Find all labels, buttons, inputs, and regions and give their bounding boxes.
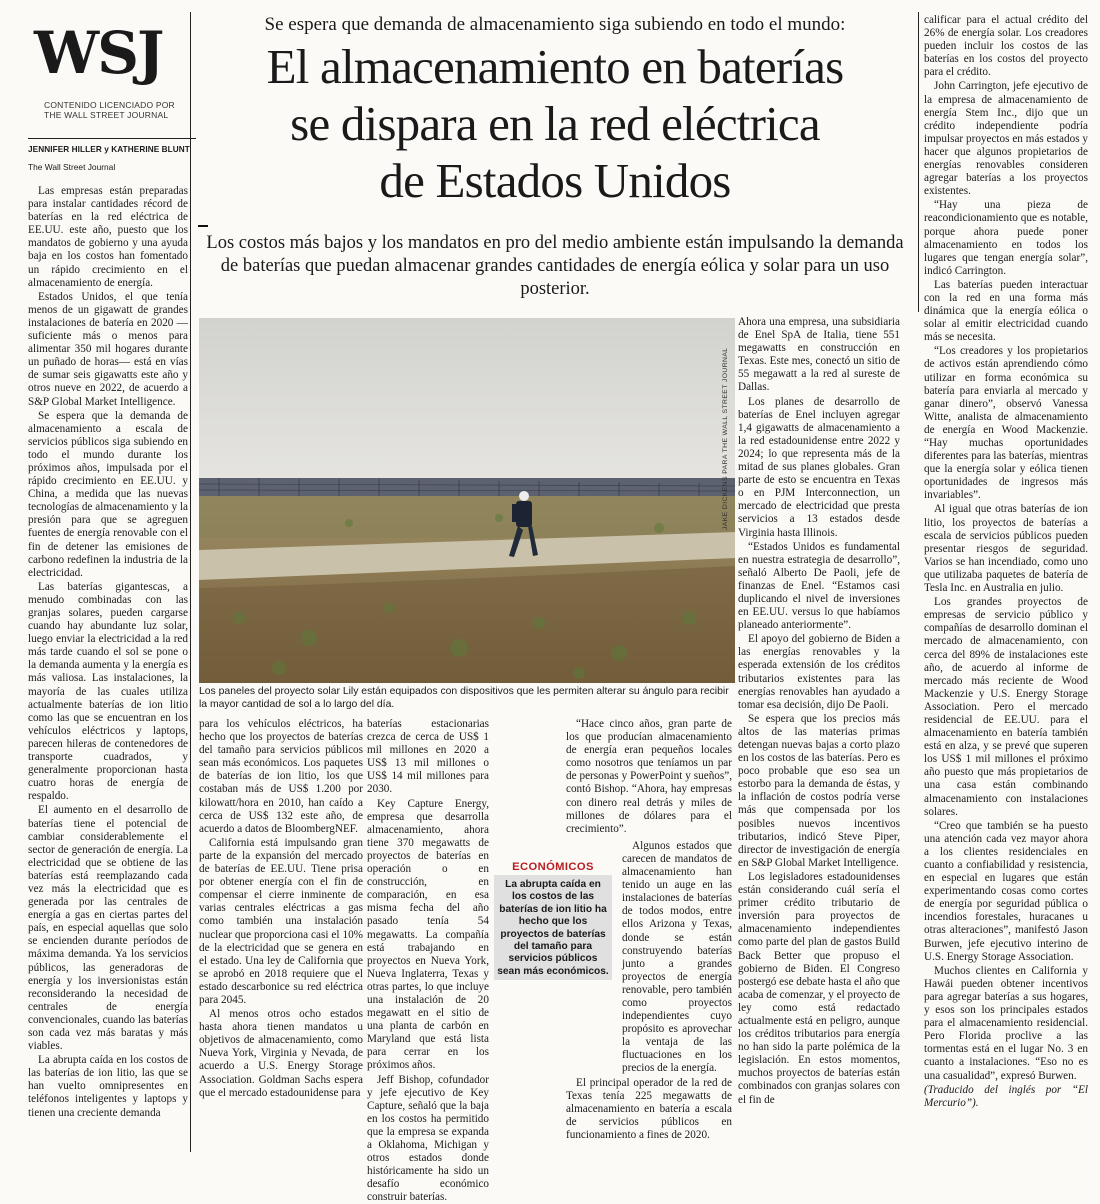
paragraph: “Hay una pieza de reacondicionamiento que es notable, porque ahora puede poner almacenamiento en todos los lugares que tengan energía solar”, indicó Carrington. — [924, 199, 1088, 277]
license-line-1: CONTENIDO LICENCIADO POR — [44, 100, 175, 110]
solar-farm-photo — [199, 318, 735, 683]
headline-line-2: se dispara en la red eléctrica — [290, 96, 820, 151]
section-marker — [198, 225, 208, 227]
byline-outlet: The Wall Street Journal — [28, 162, 116, 172]
paragraph: “Hace cinco años, gran parte de los que producían almacenamiento de energía eran pequeños locales como nosotros que teníamos un par de personas y PowerPoint y sueños”, contó Bishop. “Ahora, hay empresas con dinero real detrás y miles de millones de dólares para el crecimiento”. — [566, 718, 732, 835]
paragraph: Los planes de desarrollo de baterías de Enel incluyen agregar 1,4 gigawatts de almacenamiento a la red estadounidense entre 2022 y 2024; lo que representa más de la mitad de sus planes globales. Gran parte de esto se encuentra en Texas o en PJM Interconnection, un mercado de electricidad que presta servicios a 13 estados desde Virginia hasta Illinois. — [738, 395, 900, 539]
paragraph: John Carrington, jefe ejecutivo de la empresa de almacenamiento de energía Stem Inc., dijo que un crédito independiente podría impulsar proyectos en más estados y hacer que algunos propietarios de energías renovables consideren agregar baterías a los proyectos existentes. — [924, 80, 1088, 198]
body-column-3 — [367, 718, 489, 1204]
paragraph: Jeff Bishop, cofundador y jefe ejecutivo de Key Capture, señaló que la baja en los costos ha permitido que la empresa se expanda a Oklahoma, Michigan y otros estados donde históricamente ha sido un desafío económico construir baterías. — [367, 1073, 489, 1204]
body-column-6 — [924, 14, 1088, 1154]
paragraph: Las baterías pueden interactuar con la red en una forma más dinámica que la energía eólica o solar al emitir electricidad cuando más se necesita. — [924, 278, 1088, 344]
paragraph: calificar para el actual crédito del 26% de energía solar. Los creadores pueden incluir los costos de las baterías en los costos del proyecto para el crédito. — [924, 14, 1088, 79]
paragraph: La abrupta caída en los costos de las baterías de ion litio, las que se han vuelto omnipresentes en teléfonos inteligentes y laptops y tienen una creciente demanda — [28, 1054, 188, 1119]
paragraph: Las baterías gigantescas, a menudo combinadas con las granjas solares, pueden cargarse cuando hay abundante luz solar, luego enviar la electricidad a la red más tarde cuando el sol se pone o la demanda aumenta y la energía es más valiosa. Las instalaciones, la mayoría de las cuales utiliza actualmente baterías de ion litio como las que se encuentran en los vehículos eléctricos y laptops, parecen hileras de contenedores de transporte cuadrados, y generalmente proporcionan hasta cuatro horas de energía de respaldo. — [28, 580, 188, 803]
paragraph: El aumento en el desarrollo de baterías tiene el potencial de cambiar considerablemente el sector de generación de energía. La electricidad que se obtiene de las baterías está reemplazando cada vez más la electricidad que es generada por las centrales de energía a gas en ciertas partes del país, en especial aquellas que solo se encienden durante períodos de máxima demanda. Ya los servicios públicos, las generadoras de energía y los inversionistas están reconsiderando la necesidad de centrales de energía convencionales, cuando las baterías son cada vez más baratas y más viables. — [28, 804, 188, 1053]
paragraph: “Los creadores y los propietarios de activos están aprendiendo cómo utilizar en forma económica su batería para enviarla al mercado y ganar dinero”, observó Vanessa Witte, analista de almacenamiento de energía en Wood Mackenzie. “Hay muchas oportunidades diferentes para las baterías, mientras que la energía solar y eólica tienen oportunidades de ingresos más invariables”. — [924, 345, 1088, 502]
paragraph: Ahora una empresa, una subsidiaria de Enel SpA de Italia, tiene 551 megawatts en construcción en Texas. Este mes, conectó un sitio de 55 megawatt a la red al sureste de Dallas. — [738, 316, 900, 394]
license-line-2: THE WALL STREET JOURNAL — [44, 110, 169, 120]
license-note — [44, 100, 194, 120]
column-rule-left — [190, 12, 191, 1152]
headline-line-3: de Estados Unidos — [379, 153, 731, 208]
body-column-5 — [738, 316, 900, 1153]
translation-note: (Traducido del inglés por “El Mercurio”). — [924, 1083, 1088, 1109]
paragraph: “Creo que también se ha puesto una atención cada vez mayor ahora a los clientes residenciales en cuanto a confiabilidad y resistencia, en especial en lugares que están experimentando cosas como cortes de energía por seguridad pública o incendios forestales, huracanes u otras alteraciones”, manifestó Jason Burwen, jefe ejecutivo interino de U.S. Energy Storage Association. — [924, 819, 1088, 963]
body-column-2 — [199, 718, 363, 1153]
paragraph: Los grandes proyectos de empresas de servicio público y compañías de desarrollo dominan el mercado de almacenamiento, con cerca del 89% de instalaciones este año, de acuerdo al informe de mercado más reciente de Wood Mackenzie y U.S. Energy Storage Association. Pero el mercado residencial de EE.UU. para el almacenamiento en batería también está en alza, y se prevé que superen los US$ 1 mil millones el próximo año puesto que más propietarios de una casa están combinando almacenamiento con instalaciones solares. — [924, 596, 1088, 818]
paragraph: Al menos otros ocho estados hasta ahora tienen mandatos u objetivos de almacenamiento, como Nueva York, Virginia y Nevada, de acuerdo a U.S. Energy Storage Association. Goldman Sachs espera que el mercado estadounidense para — [199, 1008, 363, 1099]
paragraph: Key Capture Energy, empresa que desarrolla almacenamiento, ahora tiene 370 megawatts de proyectos de baterías en operación o en construcción, en comparación, en esa misma fecha del año pasado tenía 54 megawatts. La compañía está trabajando en proyectos en Nueva York, Nueva Inglaterra, Texas y otras partes, lo que incluye una instalación de 20 megawatt en el sitio de una planta de carbón en Maryland que está lista para cerrar en los próximos años. — [367, 797, 489, 1072]
paragraph: Se espera que la demanda de almacenamiento a escala de servicios públicos siga subiendo en todo el mundo durante los próximos años, impulsada por el rápido crecimiento en EE.UU. y China, a medida que las nuevas tecnologías de almacenamiento y la presión para que se agreguen fuentes de energía renovable con el fin de detener las emisiones de carbono redefinen la industria de la electricidad. — [28, 409, 188, 579]
paragraph: California está impulsando gran parte de la expansión del mercado de baterías de EE.UU. Tiene prisa por obtener energía con el fin de compensar el cierre inminente de varias centrales eléctricas a gas como también una instalación nuclear que proporciona casi el 10% de la electricidad que se genera en el estado. Una ley de California que se aprobó en 2018 requiere que el estado descarbonice su red eléctrica para 2045. — [199, 836, 363, 1006]
paragraph: Estados Unidos, el que tenía menos de un gigawatt de grandes instalaciones de batería en 2020 —suficiente más o menos para alimentar 350 mil hogares durante un puñado de horas— está en vías de sumar seis gigawatts este año y otros nueve en 2022, de acuerdo a S&P Global Market Intelligence. — [28, 290, 188, 408]
headline-line-1: El almacenamiento en baterías — [266, 39, 844, 94]
column-rule-right — [918, 12, 919, 312]
paragraph: Los legisladores estadounidenses están considerando cuál sería el primer crédito tributario de inversión para proyectos de almacenamiento independientes como parte del plan de gastos Build Back Better que propuso el gobierno de Biden. El Congreso postergó ese debate hasta el año que acaba de comenzar, y el proyecto de ley como está redactado actualmente está en peligro, aunque los créditos tributarios para energía no han sido la parte polémica de la legislación. En estos momentos, muchos proyectos de baterías están combinados con granjas solares con el fin de — [738, 870, 900, 1106]
paragraph: “Estados Unidos es fundamental en nuestra estrategia de desarrollo”, señaló Alberto De Paoli, jefe de finanzas de Enel. “Estamos casi duplicando el nivel de inversiones en EE.UU. versus lo que habíamos planeado anteriormente”. — [738, 540, 900, 632]
paragraph: Al igual que otras baterías de ion litio, los proyectos de baterías a escala de servicios públicos pueden presentar riesgos de seguridad. Varios se han incendiado, como uno que utilizaba paquetes de batería de Tesla Inc. en Australia en julio. — [924, 503, 1088, 595]
photo-credit: JAKE DICKENS PARA THE WALL STREET JOURNAL — [722, 347, 729, 530]
paragraph: El principal operador de la red de Texas tenía 225 megawatts de almacenamiento en batería a escala de servicios públicos en funcionamiento a fines de 2020. — [566, 1076, 732, 1141]
pullquote-tag: ECONÓMICOS — [512, 861, 594, 873]
article-deck: Los costos más bajos y los mandatos en pro del medio ambiente están impulsando la demanda de baterías que puedan almacenar grandes cantidades de energía eólica y solar para un uso posterior. — [206, 233, 904, 299]
paragraph: Las empresas están preparadas para instalar cantidades récord de baterías en la red eléctrica de EE.UU. este año, puesto que los mandatos de gobierno y una ayuda baja en los costos han fomentado un rápido crecimiento en el almacenamiento de energía. — [28, 185, 188, 289]
photo-caption: Los paneles del proyecto solar Lily están equipados con dispositivos que les permiten alterar su ángulo para recibir la mayor cantidad de sol a lo largo del día. — [199, 686, 729, 710]
byline-authors: JENNIFER HILLER y KATHERINE BLUNT — [28, 145, 190, 154]
paragraph: baterías estacionarias crezca de cerca de US$ 1 mil millones en 2020 a US$ 13 mil millones o US$ 14 mil millones para 2030. — [367, 718, 489, 796]
wsj-logo: WSJ — [34, 19, 163, 87]
body-column-1 — [28, 185, 188, 1153]
masthead-divider — [28, 138, 196, 139]
paragraph: para los vehículos eléctricos, ha hecho que los proyectos de baterías del tamaño para servicios públicos sean más económicos. Los paquetes de baterías de ion litio, los que costaban más de US$ 1.200 por kilowatt/hora en 2010, han caído a cerca de US$ 132 este año, de acuerdo a datos de BloombergNEF. — [199, 718, 363, 835]
paragraph: Se espera que los precios más altos de las materias primas detengan nuevas bajas a corto plazo en los costos de las baterías. Pero es poco probable que eso sea un estorbo para la demanda de éstas, y la inflación de costos podría verse más que compensada por los posibles nuevos incentivos tributarios, indicó Steve Piper, director de investigación de energía en S&P Global Market Intelligence. — [738, 712, 900, 869]
article-headline — [200, 38, 910, 209]
pullquote-box: La abrupta caída en los costos de las baterías de ion litio ha hecho que los proyectos de baterías del tamaño para servicios públicos sean más económicos. — [494, 875, 612, 980]
paragraph: El apoyo del gobierno de Biden a las energías renovables y la esperada extensión de los créditos tributarios existentes para las energías renovables han ayudado a tomar esa decisión, dijo De Paoli. — [738, 633, 900, 711]
article-kicker: Se espera que demanda de almacenamiento siga subiendo en todo el mundo: — [264, 14, 846, 35]
paragraph: Algunos estados que carecen de mandatos de almacenamiento han tenido un auge en las instalaciones de baterías de todos modos, entre ellos Arizona y Texas, donde se están construyendo baterías junto a grandes proyectos de energía renovable, pero también como proyectos independientes cuyo propósito es aprovechar la ventaja de las fluctuaciones en los precios de la energía. — [622, 839, 732, 1075]
paragraph: Muchos clientes en California y Hawái pueden obtener incentivos para agregar baterías a sus hogares, y esos son los principales estados para el almacenamiento residencial. Pero Florida proclive a las tormentas está en el lugar No. 3 en cuanto a instalaciones. “Eso no es una casualidad”, expresó Burwen. — [924, 964, 1088, 1082]
